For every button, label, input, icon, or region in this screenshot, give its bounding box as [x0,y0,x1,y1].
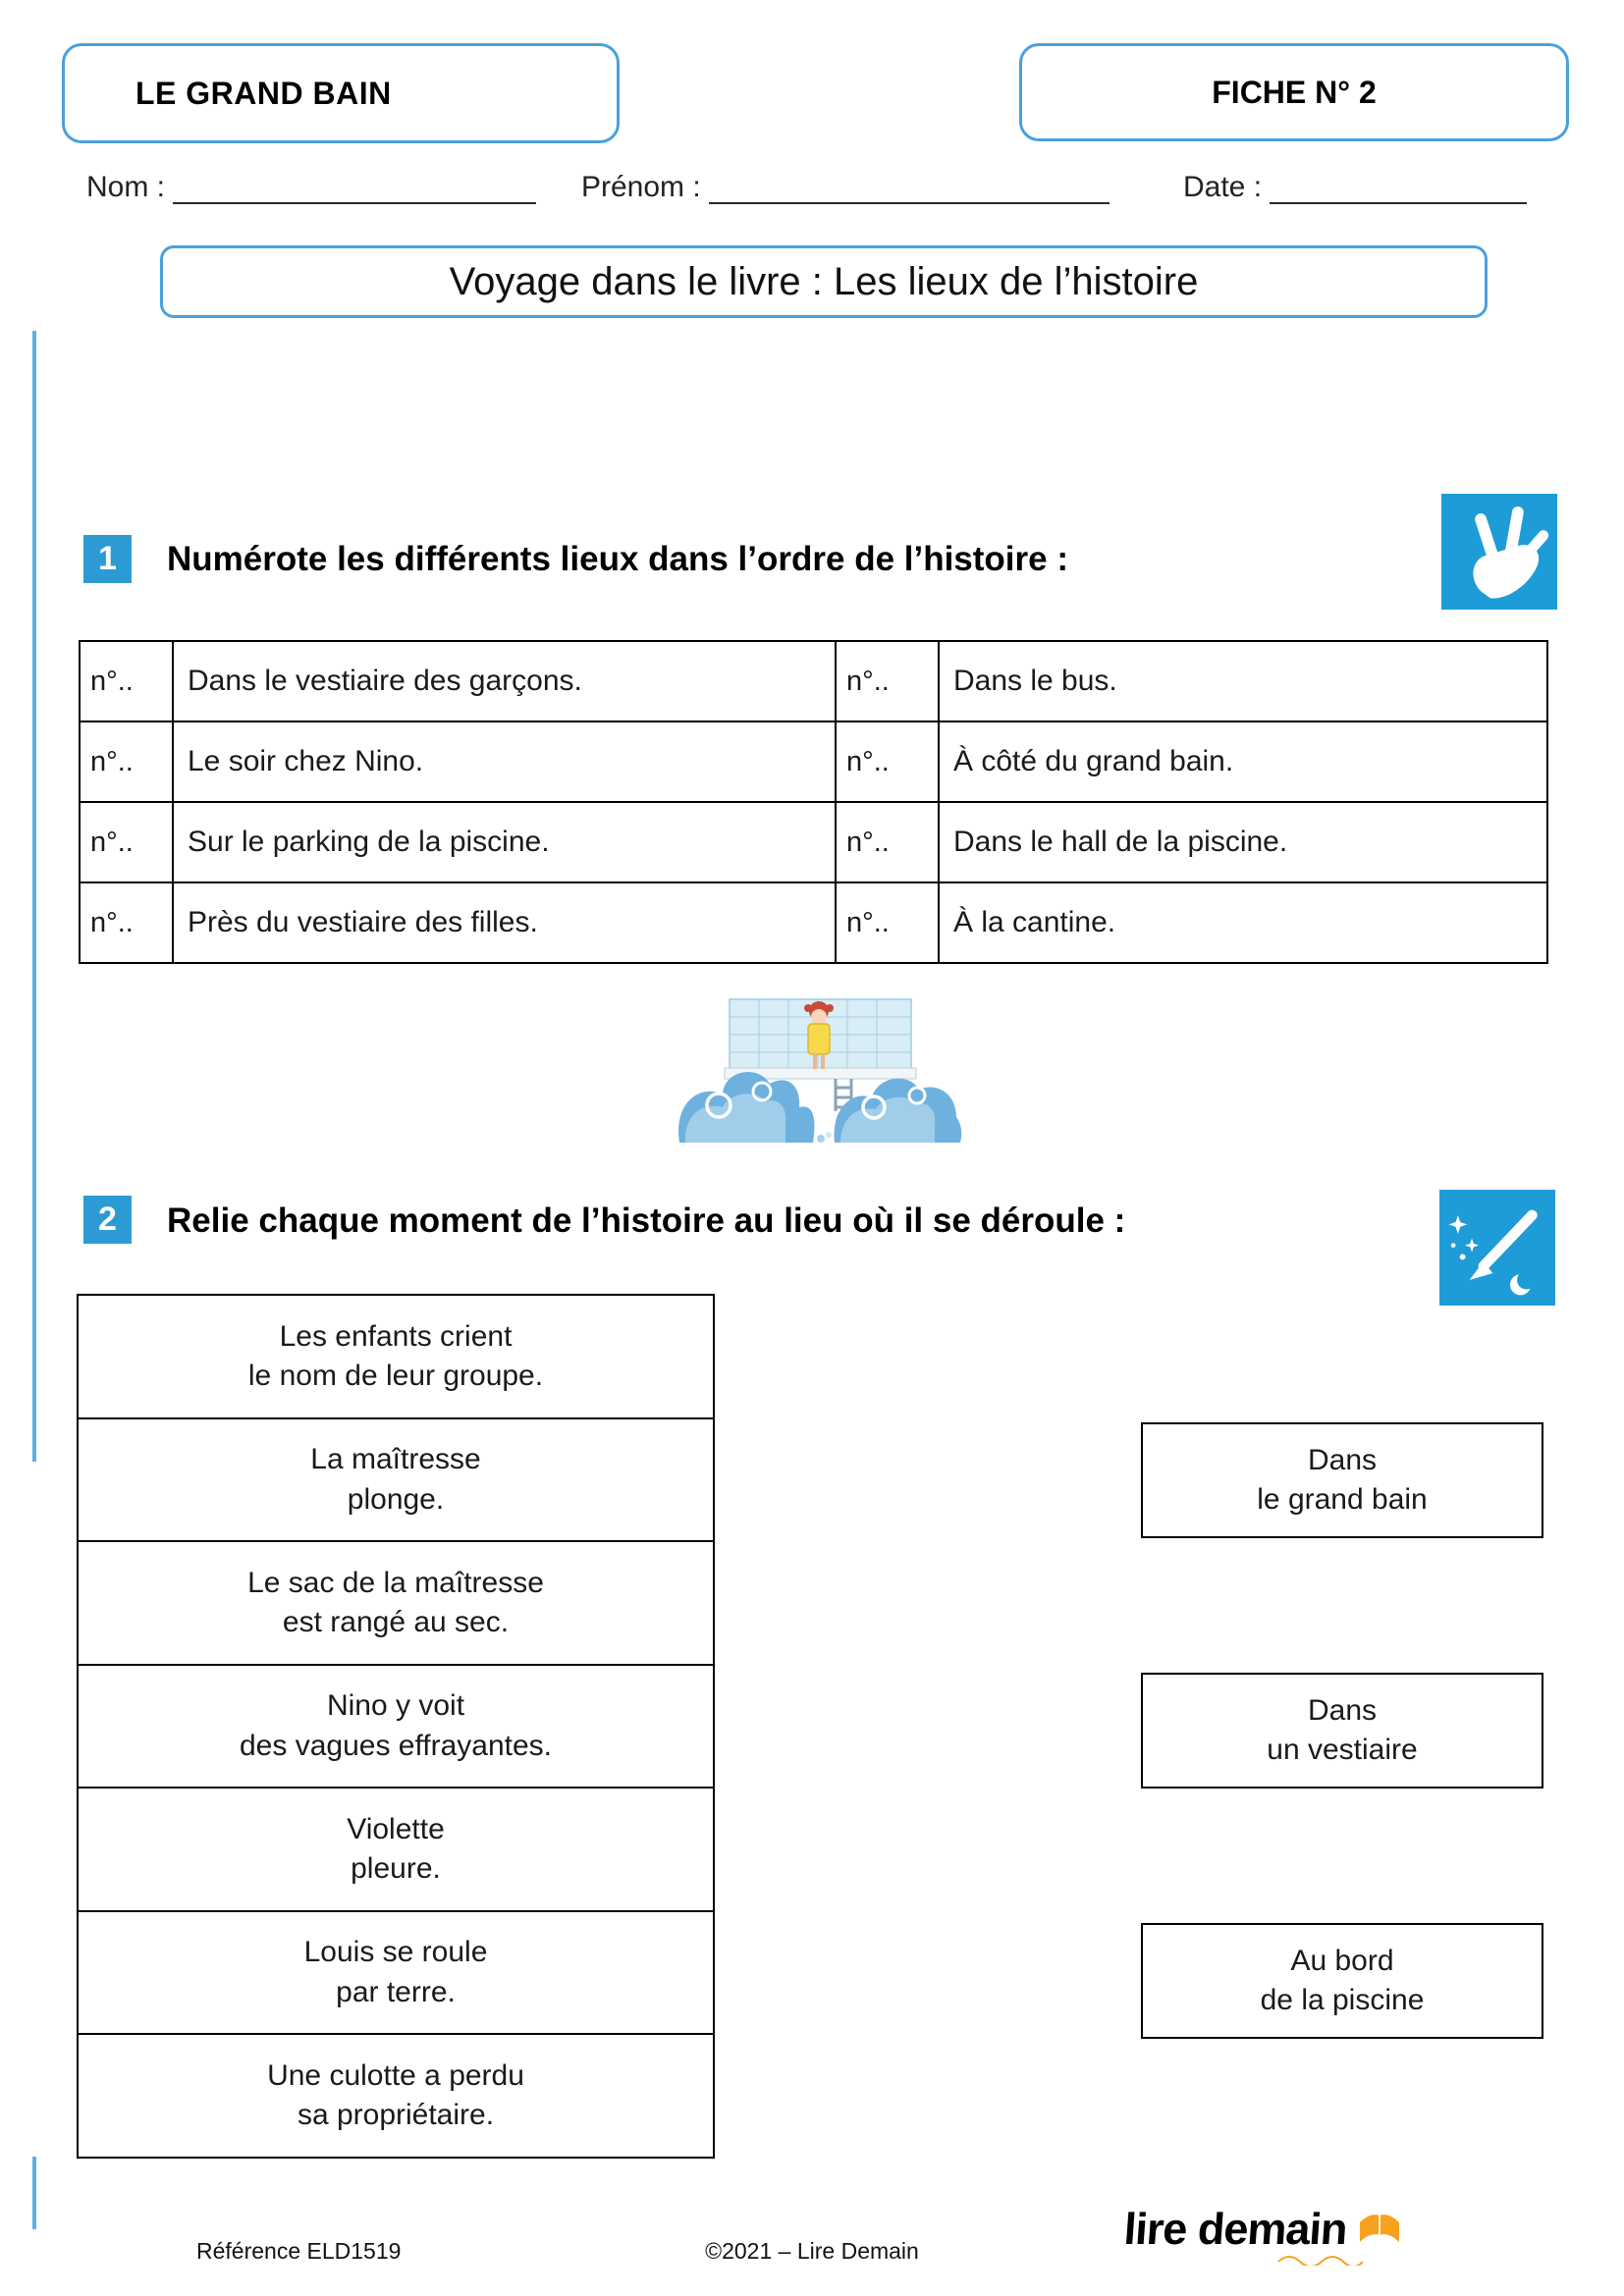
moment-line: Une culotte a perdu [267,2058,524,2092]
copyright-text: ©2021 – Lire Demain [705,2238,919,2264]
moment-line: par terre. [336,1975,456,2008]
order-number-cell[interactable]: n°.. [80,721,173,802]
place-cell: Près du vestiaire des filles. [173,882,836,963]
exercise2-instruction: Relie chaque moment de l’histoire au lieu où il se déroule : [167,1201,1126,1240]
margin-mark [32,331,36,1462]
exercise1-number-badge [83,535,132,583]
exercise2-number-badge [83,1196,132,1244]
order-number-cell[interactable]: n°.. [836,641,939,721]
book-icon [1355,2207,1404,2250]
place-line: Au bord [1290,1944,1394,1977]
table-row [80,802,1547,882]
table-row [80,882,1547,963]
moment-line: est rangé au sec. [282,1606,510,1638]
moment-box[interactable] [77,1294,715,1419]
place-line: Dans [1307,1443,1378,1476]
exercise1-number: 1 [98,540,117,577]
place-cell: Dans le bus. [939,641,1547,721]
prenom-label: Prénom : [581,171,701,203]
margin-mark [32,2157,36,2229]
moment-line: Violette [347,1812,445,1845]
place-cell: Dans le vestiaire des garçons. [173,641,836,721]
place-line: le grand bain [1257,1483,1428,1516]
order-number-cell[interactable]: n°.. [836,802,939,882]
main-title-box [160,245,1488,318]
moment-box[interactable] [77,1417,715,1543]
moment-line: Louis se roule [303,1936,488,1969]
moment-line: des vagues effrayantes. [240,1729,552,1762]
counting-hand-icon [1441,494,1557,610]
place-line: Dans [1307,1693,1378,1727]
place-cell: Sur le parking de la piscine. [173,802,836,882]
book-title-box [62,43,620,143]
order-number-cell[interactable]: n°.. [80,882,173,963]
moment-box[interactable] [77,1540,715,1666]
order-number-cell[interactable]: n°.. [80,641,173,721]
exercise1-instruction: Numérote les différents lieux dans l’ordre de l’histoire : [167,540,1068,578]
place-box[interactable] [1141,1673,1543,1789]
place-cell: À la cantine. [939,882,1547,963]
publisher-logo [1122,2204,1404,2254]
date-group [1183,169,1527,204]
place-line: de la piscine [1260,1984,1425,2016]
place-cell: À côté du grand bain. [939,721,1547,802]
moment-box[interactable] [77,1910,715,2036]
order-places-table [79,640,1548,964]
logo-text: lire demain [1122,2204,1349,2254]
moment-line: La maîtresse [310,1443,481,1476]
place-cell: Dans le hall de la piscine. [939,802,1547,882]
moment-line: le nom de leur groupe. [247,1360,544,1392]
moment-line: Les enfants crient [279,1319,513,1353]
book-title: LE GRAND BAIN [135,75,392,111]
date-label: Date : [1183,171,1263,203]
moment-line: Le sac de la maîtresse [247,1566,544,1599]
moment-box[interactable] [77,1664,715,1789]
table-row [80,641,1547,721]
pool-illustration [676,991,962,1147]
moment-box[interactable] [77,2033,715,2159]
place-cell: Le soir chez Nino. [173,721,836,802]
order-number-cell[interactable]: n°.. [836,882,939,963]
moment-line: sa propriétaire. [297,2099,495,2131]
sheet-number-box [1019,43,1569,141]
place-box[interactable] [1141,1422,1543,1538]
moment-line: plonge. [347,1482,445,1516]
nom-field[interactable] [173,169,536,204]
prenom-group [581,169,1110,204]
prenom-field[interactable] [709,169,1110,204]
order-number-cell[interactable]: n°.. [80,802,173,882]
date-field[interactable] [1270,169,1527,204]
order-number-cell[interactable]: n°.. [836,721,939,802]
place-line: un vestiaire [1267,1734,1418,1766]
logo-tagline-squiggle [1276,2254,1365,2266]
moment-line: pleure. [351,1852,441,1885]
sheet-number: FICHE N° 2 [1212,74,1377,110]
exercise2-number: 2 [98,1201,117,1238]
moments-list [77,1294,715,2159]
page-title: Voyage dans le livre : Les lieux de l’histoire [449,259,1199,303]
moment-line: Nino y voit [326,1689,465,1723]
place-box[interactable] [1141,1923,1543,2039]
reference-text: Référence ELD1519 [196,2238,402,2264]
nom-group [86,169,536,204]
nom-label: Nom : [86,171,166,203]
table-row [80,721,1547,802]
moment-box[interactable] [77,1787,715,1912]
magic-pen-icon [1439,1190,1555,1306]
